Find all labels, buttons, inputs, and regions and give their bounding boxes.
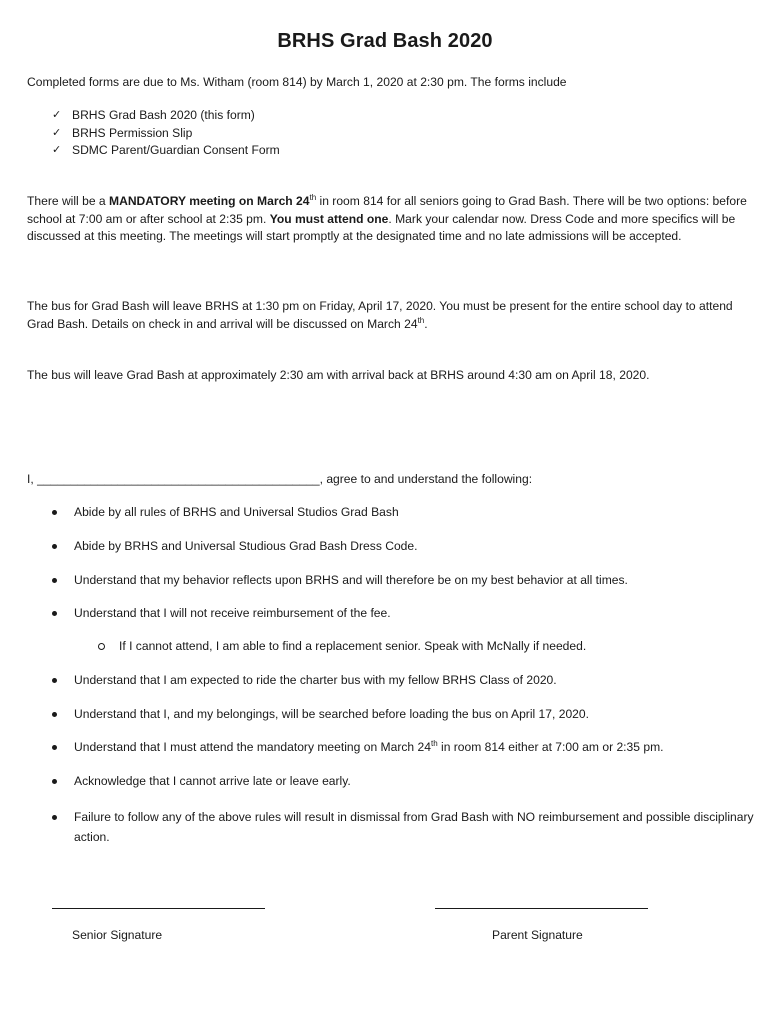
bullet-icon bbox=[52, 779, 57, 784]
intro-text: Completed forms are due to Ms. Witham (room 814) by March 1, 2020 at 2:30 pm. The forms include bbox=[27, 75, 567, 89]
checkmark-icon: ✓ bbox=[52, 144, 62, 157]
bus-departure-paragraph: The bus for Grad Bash will leave BRHS at 1:30 pm on Friday, April 17, 2020. You must be present for the entire school day to attend Grad Bash. Details on check in and arrival will be discussed on March 24th. bbox=[27, 299, 733, 331]
list-item: Acknowledge that I cannot arrive late or leave early. bbox=[74, 772, 754, 792]
forms-list bbox=[52, 107, 280, 160]
name-blank[interactable]: __________________________________________ bbox=[37, 472, 320, 486]
meeting-paragraph: There will be a MANDATORY meeting on March 24th in room 814 for all seniors going to Grad Bash. There will be two options: before school at 7:00 am or after school at 2:35 pm. You must attend one. Mark your calendar now. Dress Code and more specifics will be discussed at this meeting. The meetings will start promptly at the designated time and no late admissions will be accepted. bbox=[27, 192, 747, 243]
parent-signature-label: Parent Signature bbox=[492, 928, 583, 942]
bullet-icon bbox=[52, 544, 57, 549]
page-title: BRHS Grad Bash 2020 bbox=[277, 30, 493, 52]
list-item: ✓ BRHS Permission Slip bbox=[52, 125, 280, 143]
bullet-icon bbox=[52, 578, 57, 583]
list-item: Understand that my behavior reflects upon BRHS and will therefore be on my best behavior at all times. bbox=[74, 571, 754, 591]
list-item: Understand that I am expected to ride the charter bus with my fellow BRHS Class of 2020. bbox=[74, 671, 754, 691]
bullet-icon bbox=[52, 745, 57, 750]
list-item: ✓ SDMC Parent/Guardian Consent Form bbox=[52, 142, 280, 160]
parent-signature-line[interactable] bbox=[435, 908, 648, 909]
checkmark-icon: ✓ bbox=[52, 126, 62, 139]
bus-return-paragraph: The bus will leave Grad Bash at approximately 2:30 am with arrival back at BRHS around 4:30 am on April 18, 2020. bbox=[27, 368, 650, 382]
senior-signature-line[interactable] bbox=[52, 908, 265, 909]
bullet-icon bbox=[52, 510, 57, 515]
sub-list-item: If I cannot attend, I am able to find a replacement senior. Speak with McNally if needed. bbox=[119, 638, 719, 655]
senior-signature-label: Senior Signature bbox=[72, 928, 163, 942]
list-item: Understand that I must attend the mandatory meeting on March 24th in room 814 either at 7:00 am or 2:35 pm. bbox=[74, 738, 754, 758]
list-item: ✓ BRHS Grad Bash 2020 (this form) bbox=[52, 107, 280, 125]
bullet-icon bbox=[52, 611, 57, 616]
list-item: Failure to follow any of the above rules will result in dismissal from Grad Bash with NO reimbursement and possible disciplinary action. bbox=[74, 808, 754, 847]
hollow-bullet-icon bbox=[98, 643, 105, 650]
bullet-icon bbox=[52, 815, 57, 820]
list-item: Abide by BRHS and Universal Studious Grad Bash Dress Code. bbox=[74, 537, 754, 557]
list-item: Abide by all rules of BRHS and Universal Studios Grad Bash bbox=[74, 503, 754, 523]
checkmark-icon: ✓ bbox=[52, 109, 62, 121]
agreement-line: I, __________________________________________, agree to and understand the following: bbox=[27, 472, 533, 486]
list-item: Understand that I will not receive reimbursement of the fee. bbox=[74, 604, 754, 624]
list-item: Understand that I, and my belongings, will be searched before loading the bus on April 17, 2020. bbox=[74, 705, 754, 725]
bullet-icon bbox=[52, 678, 57, 683]
bullet-icon bbox=[52, 712, 57, 717]
